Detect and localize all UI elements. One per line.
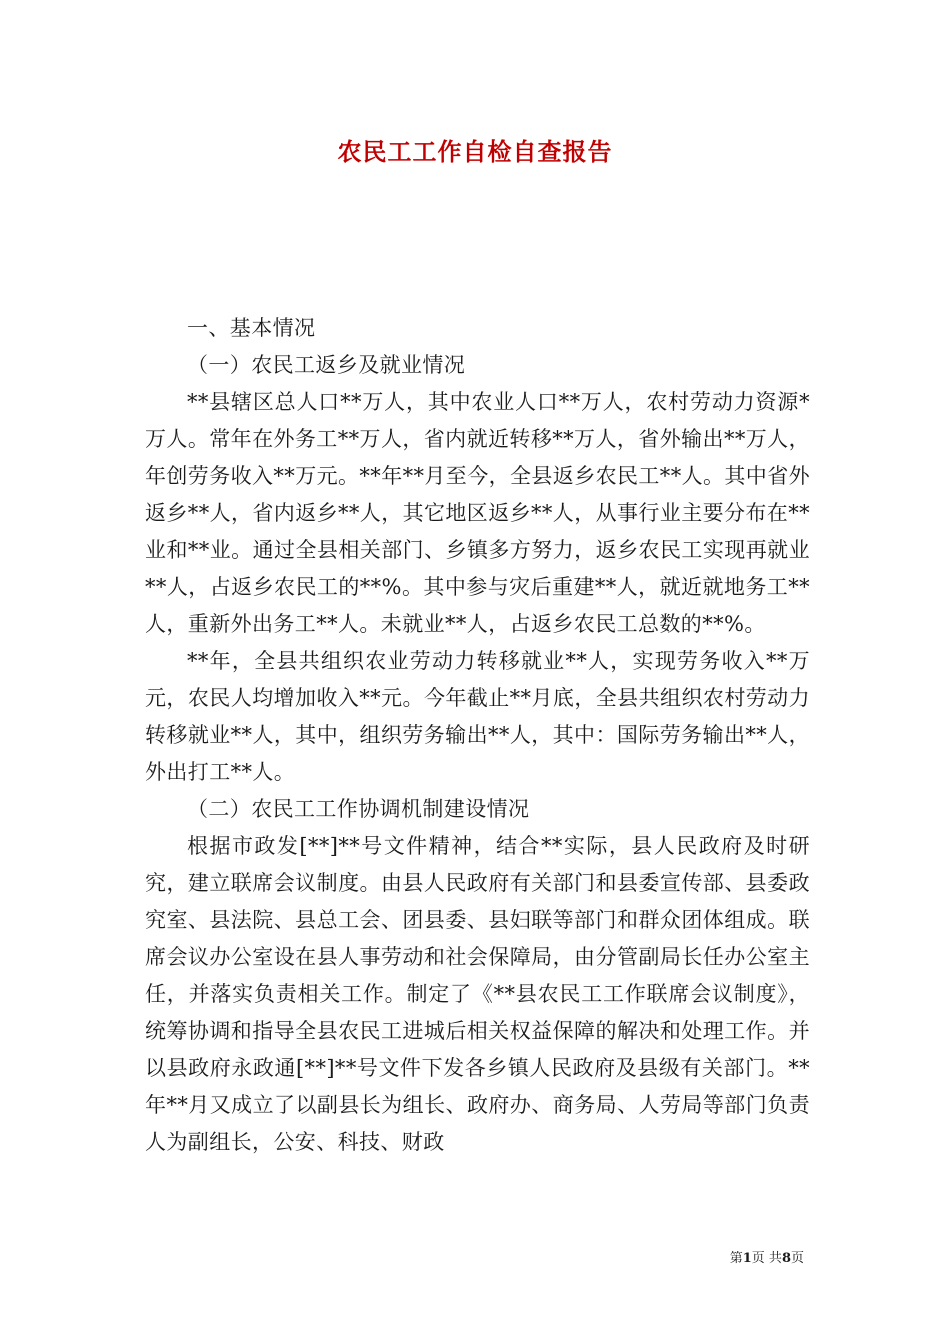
footer-page-number: 1 — [742, 1251, 752, 1266]
section-heading-basic: 一、基本情况 — [187, 316, 316, 340]
paragraph-population: **县辖区总人口**万人，其中农业人口**万人，农村劳动力资源*万人。常年在外务工**万人，省内就近转移**万人，省外输出**万人，年创劳务收入**万元。**年**月至今，全县返乡农民工**人。其中省外返乡**人，省内返乡**人，其它地区返乡**人，从事行业主要分布在**业和**业。通过全县相关部门、乡镇多方努力，返乡农民工实现再就业**人，占返乡农民工的**%。其中参与灾后重建**人，就近就地务工**人，重新外出务工**人。未就业**人，占返乡农民工总数的**%。 — [145, 390, 810, 636]
page-footer — [730, 1247, 804, 1266]
footer-page-total: 8 — [781, 1251, 791, 1266]
footer-middle: 页 共 — [751, 1251, 782, 1266]
subsection-heading-return: （一）农民工返乡及就业情况 — [187, 353, 466, 377]
footer-prefix: 第 — [729, 1251, 743, 1266]
paragraph-transfer: **年，全县共组织农业劳动力转移就业**人，实现劳务收入**万元，农民人均增加收入**元。今年截止**月底，全县共组织农村劳动力转移就业**人，其中，组织劳务输出**人，其中：国际劳务输出**人，外出打工**人。 — [145, 649, 810, 784]
document-body — [145, 310, 810, 1161]
footer-suffix: 页 — [790, 1251, 804, 1266]
document-title: 农民工工作自检自查报告 — [337, 137, 613, 166]
subsection-heading-mechanism: （二）农民工工作协调机制建设情况 — [187, 797, 530, 821]
paragraph-mechanism: 根据市政发[**]**号文件精神，结合**实际，县人民政府及时研究，建立联席会议制度。由县人民政府有关部门和县委宣传部、县委政究室、县法院、县总工会、团县委、县妇联等部门和群众团体组成。联席会议办公室设在县人事劳动和社会保障局，由分管副局长任办公室主任，并落实负责相关工作。制定了《**县农民工工作联席会议制度》，统筹协调和指导全县农民工进城后相关权益保障的解决和处理工作。并以县政府永政通[**]**号文件下发各乡镇人民政府及县级有关部门。**年**月又成立了以副县长为组长、政府办、商务局、人劳局等部门负责人为副组长，公安、科技、财政 — [145, 834, 810, 1154]
